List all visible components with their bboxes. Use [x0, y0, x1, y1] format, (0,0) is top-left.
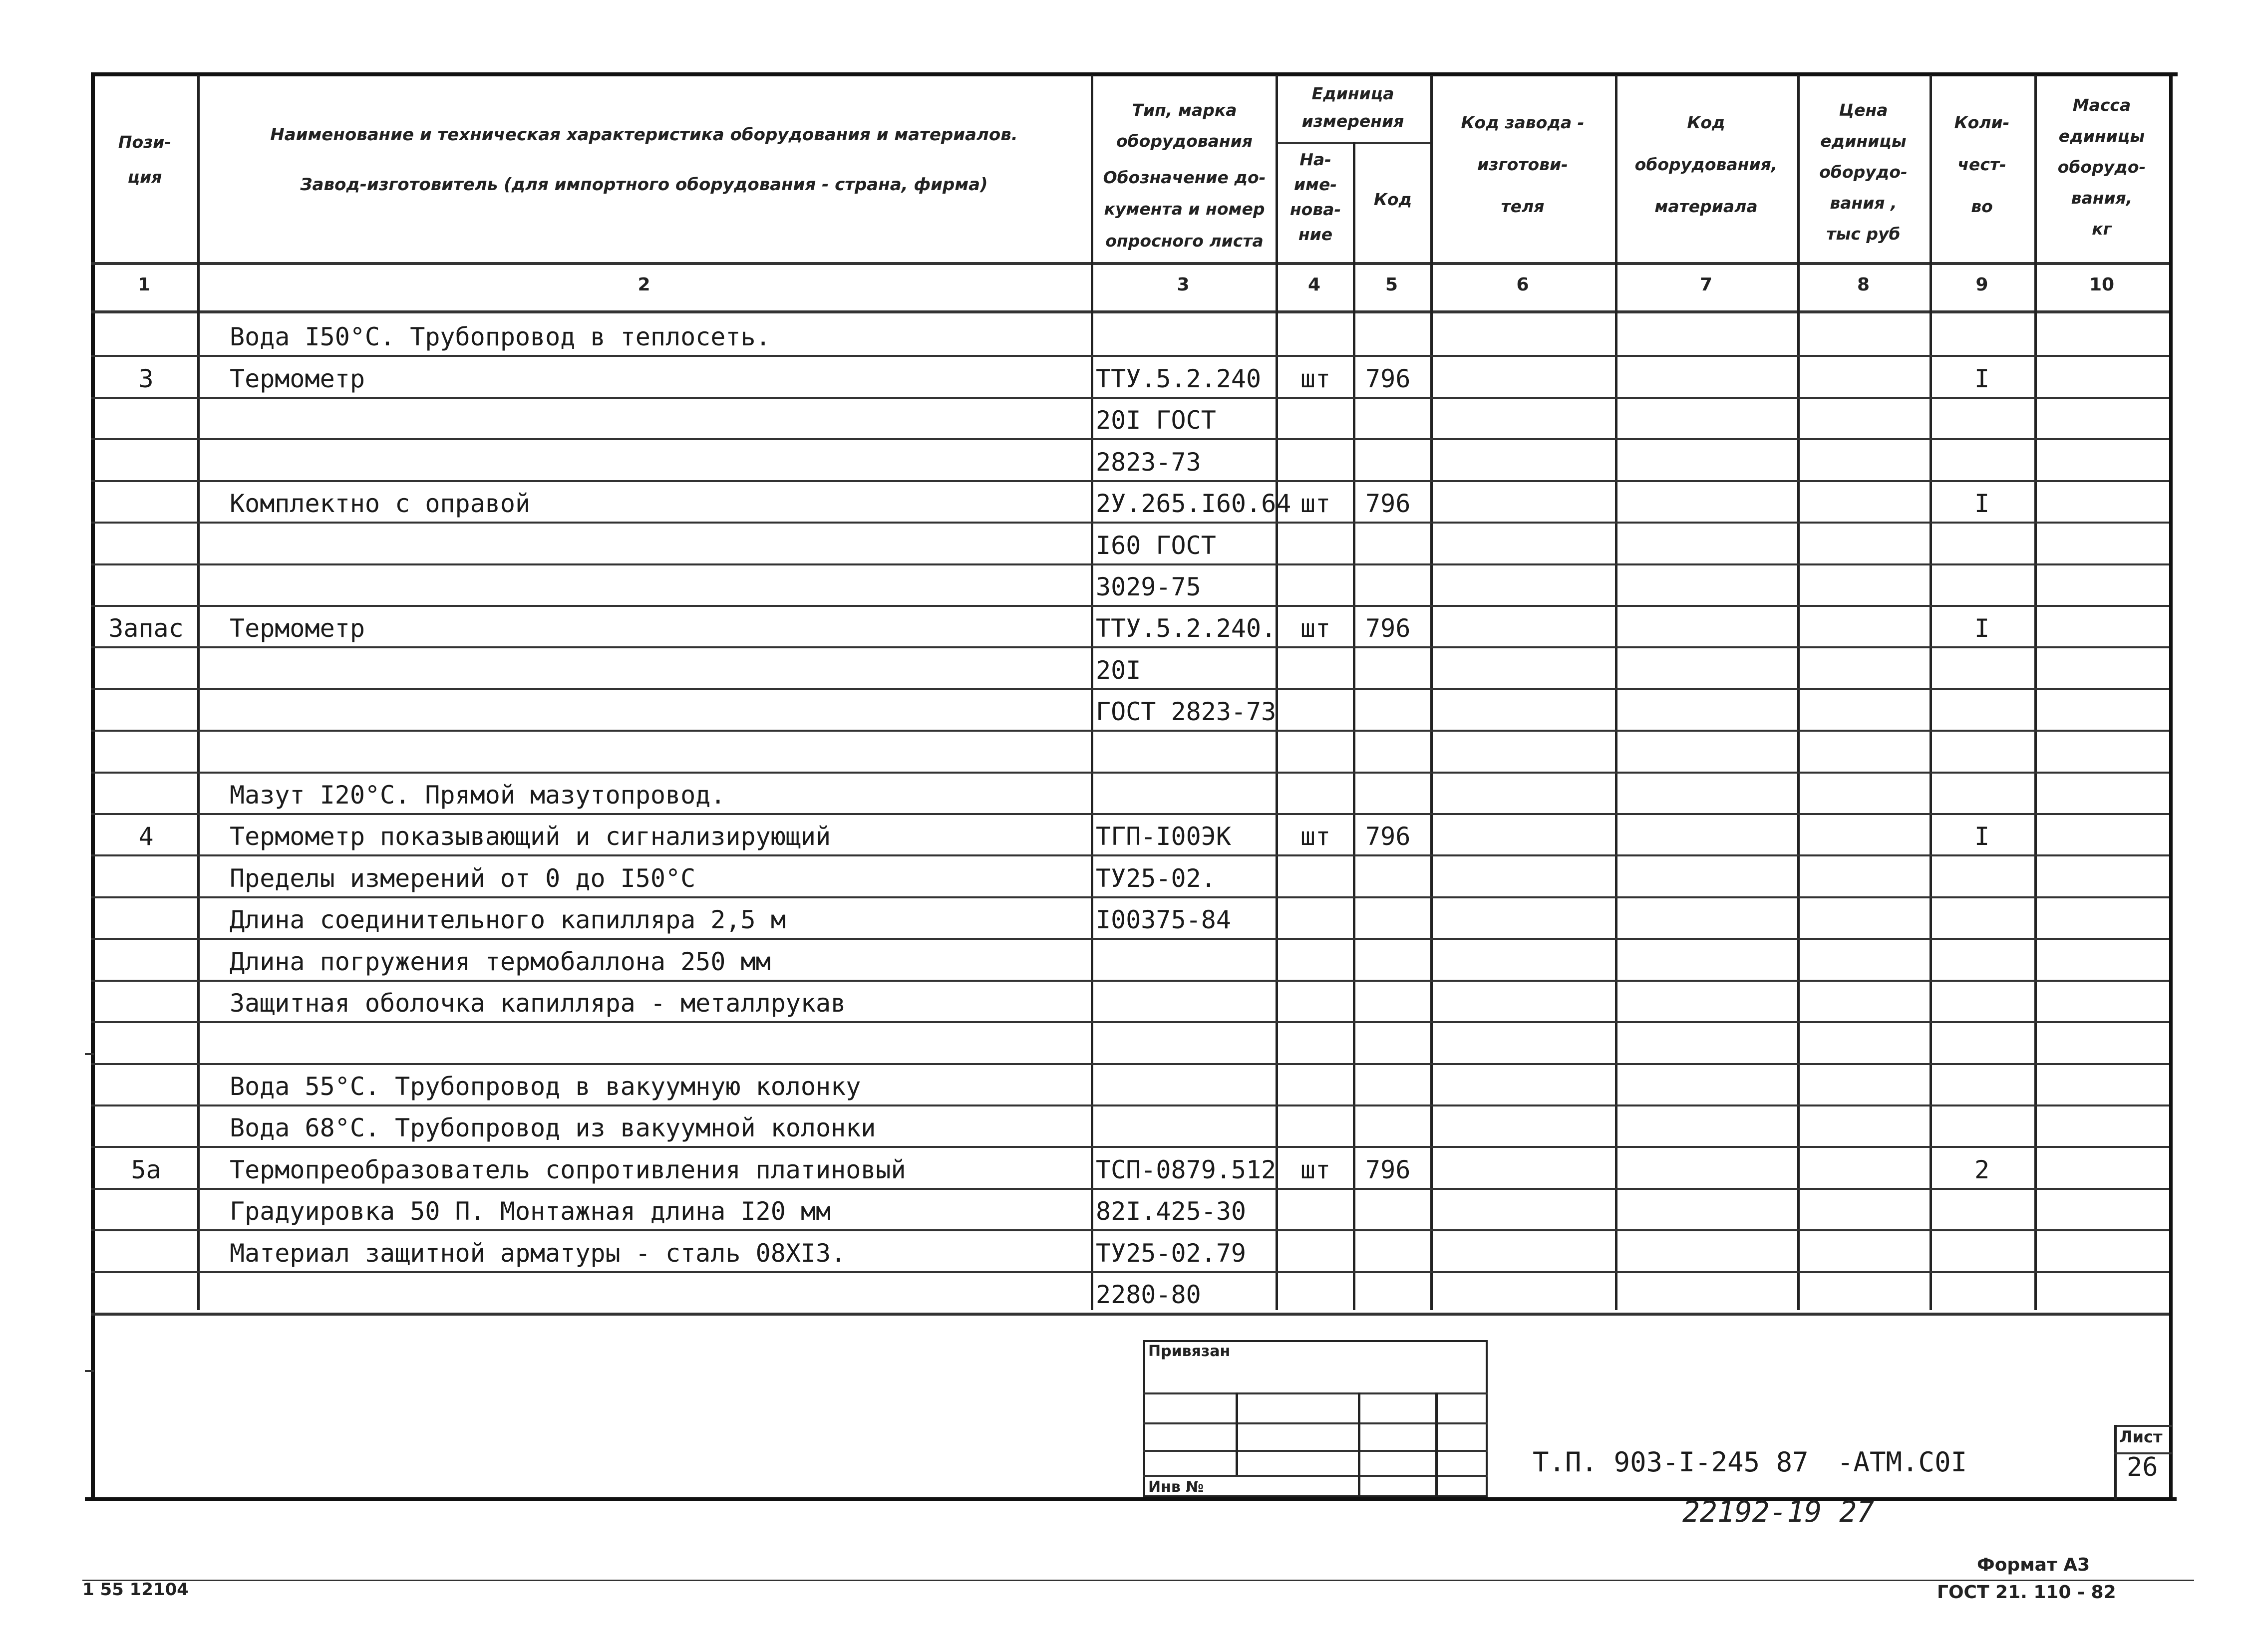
- table-cell-name: Длина погружения термобаллона 250 мм: [230, 947, 771, 976]
- table-cell-code: 796: [1365, 822, 1411, 851]
- table-cell-type: 2280-80: [1096, 1280, 1201, 1309]
- table-cell-type: ГОСТ 2823-73: [1096, 697, 1277, 727]
- table-row-line: [91, 1104, 2169, 1106]
- table-row-line: [91, 438, 2169, 440]
- body-bottom-line: [91, 1313, 2169, 1316]
- table-cell-qty: I: [1974, 364, 1990, 393]
- table-row-line: [91, 730, 2169, 732]
- frame-right-line: [2169, 72, 2173, 1500]
- table-row-line: [91, 1063, 2169, 1065]
- table-cell-unit: шт: [1300, 489, 1331, 519]
- inventory-number-label: Инв №: [1148, 1478, 1204, 1496]
- table-row-line: [91, 1271, 2169, 1273]
- col-divider-4: [1353, 142, 1355, 1310]
- header-type-line5: опросного листа: [1105, 231, 1264, 251]
- table-cell-type: I60 ГОСТ: [1096, 531, 1216, 560]
- table-cell-name: Градуировка 50 П. Монтажная длина I20 мм: [230, 1197, 831, 1226]
- col-divider-6: [1615, 75, 1617, 1310]
- table-cell-type: ТТУ.5.2.240.: [1096, 614, 1277, 643]
- column-number-1: 1: [137, 275, 151, 295]
- header-type-line3: Обозначение до-: [1103, 168, 1266, 187]
- col-divider-1: [197, 75, 200, 1310]
- header-equipment-code: Код оборудования, материала: [1634, 113, 1778, 216]
- footer-line: [82, 1580, 2194, 1581]
- table-row-line: [91, 397, 2169, 399]
- sheet-label-line: [2114, 1425, 2172, 1427]
- table-cell-code: 796: [1365, 614, 1411, 643]
- header-type-line1: Тип, марка: [1132, 100, 1237, 120]
- table-cell-type: 20I ГОСТ: [1096, 406, 1216, 435]
- header-unit-code: Код: [1373, 190, 1412, 209]
- stamp-vline-3: [1435, 1392, 1438, 1497]
- table-row-line: [91, 896, 2169, 898]
- frame-top-line: [91, 72, 2178, 76]
- table-row-line: [91, 772, 2169, 774]
- format-label: Формат А3: [1977, 1555, 2090, 1575]
- sheet-box-divider: [2114, 1425, 2117, 1500]
- col-divider-8: [1930, 75, 1932, 1310]
- col-divider-9: [2034, 75, 2037, 1310]
- table-cell-type: ТУ25-02.: [1096, 863, 1216, 893]
- binding-label: Привязан: [1148, 1343, 1231, 1360]
- margin-tick-2: [85, 1370, 94, 1372]
- header-name-line1: Наименование и техническая характеристика оборудования и материалов.: [270, 125, 1018, 145]
- table-row-line: [91, 480, 2169, 482]
- table-cell-type: I00375-84: [1096, 905, 1231, 935]
- column-number-10: 10: [2089, 275, 2115, 295]
- table-row-line: [91, 688, 2169, 690]
- table-cell-code: 796: [1365, 489, 1411, 519]
- col-divider-2: [1091, 75, 1093, 1310]
- col-divider-7: [1797, 75, 1800, 1310]
- margin-tick-1: [85, 1053, 94, 1055]
- table-cell-name: Комплектно с оправой: [230, 489, 531, 519]
- table-cell-code: 796: [1365, 1155, 1411, 1184]
- column-number-6: 6: [1516, 275, 1529, 295]
- table-cell-qty: I: [1974, 614, 1990, 643]
- table-row-line: [91, 522, 2169, 524]
- table-row-line: [91, 1146, 2169, 1148]
- table-row-line: [91, 355, 2169, 357]
- table-cell-type: 2У.265.I60.64: [1096, 489, 1291, 519]
- table-cell-type: ТУ25-02.79: [1096, 1238, 1247, 1268]
- table-cell-name: Длина соединительного капилляра 2,5 м: [230, 905, 786, 935]
- table-cell-name: Защитная оболочка капилляра - металлрукав: [230, 989, 846, 1018]
- table-cell-type: 3029-75: [1096, 572, 1201, 601]
- table-cell-name: Термометр: [230, 364, 365, 393]
- table-cell-code: 796: [1365, 364, 1411, 393]
- column-number-3: 3: [1177, 275, 1190, 295]
- table-cell-name: Термометр показывающий и сигнализирующий: [230, 822, 831, 851]
- table-cell-qty: 2: [1974, 1155, 1990, 1184]
- table-cell-qty: I: [1974, 822, 1990, 851]
- table-cell-name: Мазут I20°С. Прямой мазутопровод.: [230, 781, 726, 810]
- table-cell-type: 2823-73: [1096, 447, 1201, 477]
- header-unit-mass: Масса единицы оборудо- вания, кг: [2057, 95, 2146, 239]
- table-row-line: [91, 1021, 2169, 1023]
- table-cell-type: 82I.425-30: [1096, 1197, 1247, 1226]
- header-type-line2: оборудования: [1116, 131, 1253, 151]
- table-cell-name: Материал защитной арматуры - сталь 08ХI3.: [230, 1238, 846, 1268]
- table-cell-type: ТТУ.5.2.240: [1096, 364, 1262, 393]
- table-cell-name: Вода 55°С. Трубопровод в вакуумную колонку: [230, 1072, 861, 1101]
- table-row-line: [91, 980, 2169, 982]
- table-cell-qty: I: [1974, 489, 1990, 519]
- document-suffix: -АТМ.С0I: [1837, 1446, 1967, 1478]
- stamp-vline-1: [1236, 1392, 1238, 1475]
- header-position: Пози- ция: [118, 132, 172, 187]
- col-divider-3: [1276, 75, 1278, 1310]
- sheet-label: Лист: [2119, 1427, 2163, 1446]
- header-name-line2: Завод-изготовитель (для импортного оборудования - страна, фирма): [300, 175, 988, 195]
- column-number-2: 2: [638, 275, 650, 295]
- table-cell-type: ТСП-0879.512: [1096, 1155, 1277, 1184]
- table-cell-unit: шт: [1300, 364, 1331, 393]
- table-cell-name: Термопреобразователь сопротивления платиновый: [230, 1155, 906, 1184]
- gost-label: ГОСТ 21. 110 - 82: [1937, 1582, 2116, 1603]
- table-cell-unit: шт: [1300, 1155, 1331, 1184]
- table-cell-name: Термометр: [230, 614, 365, 643]
- header-type-line4: кумента и номер: [1104, 199, 1265, 219]
- table-row-line: [91, 854, 2169, 856]
- stamp-vline-2: [1358, 1392, 1360, 1497]
- col-divider-5: [1430, 75, 1433, 1310]
- table-cell-name: Вода I50°С. Трубопровод в теплосеть.: [230, 322, 771, 352]
- header-manufacturer-code: Код завода - изготови- теля: [1461, 113, 1585, 216]
- column-number-5: 5: [1385, 275, 1398, 295]
- table-row-line: [91, 938, 2169, 940]
- table-cell-pos: 4: [138, 822, 154, 851]
- header-unit-price: Цена единицы оборудо- вания , тыс руб: [1819, 100, 1908, 244]
- table-cell-unit: шт: [1300, 822, 1331, 851]
- column-number-8: 8: [1857, 275, 1870, 295]
- footer-left-number: 1 55 12104: [82, 1580, 189, 1600]
- column-number-7: 7: [1699, 275, 1713, 295]
- table-row-line: [91, 1229, 2169, 1231]
- table-row-line: [91, 646, 2169, 648]
- column-numbers-bottom-line: [91, 310, 2169, 313]
- document-designation: Т.П. 903-I-245 87: [1533, 1446, 1809, 1478]
- table-cell-name: Пределы измерений от 0 до I50°С: [230, 863, 696, 893]
- header-quantity: Коли- чест- во: [1954, 113, 2010, 216]
- table-cell-type: ТГП-I00ЭК: [1096, 822, 1231, 851]
- header-bottom-line: [91, 262, 2169, 265]
- sheet-number: 26: [2127, 1452, 2158, 1482]
- handwritten-archive-number: 22192-19 27: [1682, 1495, 1875, 1529]
- table-row-line: [91, 605, 2169, 607]
- table-cell-pos: 5а: [131, 1155, 161, 1184]
- header-unit-group: Единица измерения: [1301, 84, 1404, 131]
- table-row-line: [91, 563, 2169, 565]
- header-unit-name: На- име- нова- ние: [1289, 150, 1341, 244]
- table-row-line: [91, 813, 2169, 815]
- column-number-9: 9: [1975, 275, 1988, 295]
- table-cell-type: 20I: [1096, 655, 1141, 685]
- column-number-4: 4: [1307, 275, 1321, 295]
- table-cell-pos: 3: [138, 364, 154, 393]
- table-row-line: [91, 1188, 2169, 1190]
- table-cell-name: Вода 68°С. Трубопровод из вакуумной колонки: [230, 1113, 876, 1143]
- table-cell-pos: Запас: [108, 614, 184, 643]
- table-cell-unit: шт: [1300, 614, 1331, 643]
